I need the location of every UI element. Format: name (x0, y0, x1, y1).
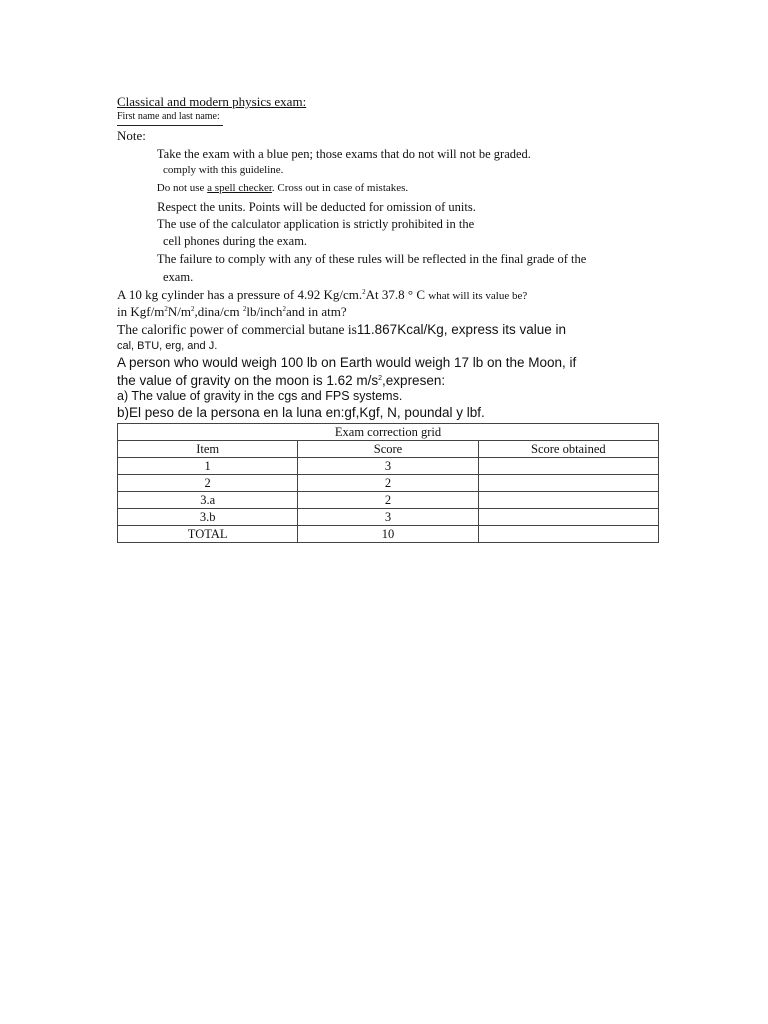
q3-text: the value of gravity on the moon is 1.62 m/s (117, 373, 379, 388)
table-row (118, 458, 659, 475)
q1-superscript: 2 (362, 288, 366, 296)
question-3-line-2 (117, 373, 445, 388)
correction-grid-table (117, 423, 659, 543)
q1-text: A 10 kg cylinder has a pressure of 4.92 Kg/cm. (117, 287, 363, 302)
cell-item: 3.a (118, 492, 298, 509)
q1-superscript: 2 (164, 305, 168, 313)
rule-text: Take the exam with a blue pen; those exams that do not will not be graded. (156, 147, 531, 161)
grid-title: Exam correction grid (118, 424, 659, 441)
q1-superscript: 2 (242, 305, 247, 313)
cell-score-obtained[interactable] (478, 458, 658, 475)
cell-score: 2 (298, 475, 478, 492)
rule-text: Respect the units. Points will be deducted for omission of units. (157, 200, 476, 214)
rule-text-underlined: a spell checker (207, 182, 272, 194)
name-underline (117, 125, 223, 126)
rule-continuation: cell phones during the exam. (163, 234, 308, 248)
question-3b: b)El peso de la persona en la luna en:gf,Kgf, N, poundal y lbf. (117, 405, 485, 420)
header-item: Item (118, 441, 298, 458)
table-row (118, 492, 659, 509)
question-2-line-1 (117, 322, 566, 338)
rule-item-blue-pen (141, 147, 531, 162)
question-3a: a) The value of gravity in the cgs and FPS systems. (117, 389, 403, 403)
table-row-total (118, 526, 659, 543)
cell-score: 2 (298, 492, 478, 509)
table-row (118, 475, 659, 492)
q1-text-temp: At 37.8 ° C (365, 287, 429, 302)
cell-score: 3 (298, 458, 478, 475)
cell-item: 1 (118, 458, 298, 475)
question-3-line-1: A person who would weigh 100 lb on Earth would weigh 17 lb on the Moon, if (117, 355, 577, 370)
question-2-line-2: cal, BTU, erg, and J. (117, 340, 218, 352)
rule-text-post: . Cross out in case of mistakes. (271, 182, 409, 194)
cell-score: 3 (298, 509, 478, 526)
exam-title: Classical and modern physics exam: (117, 94, 307, 109)
cell-item: 3.b (118, 509, 298, 526)
q3-superscript: 2 (378, 375, 383, 382)
cell-score-obtained[interactable] (478, 492, 658, 509)
cell-score-obtained[interactable] (478, 526, 658, 543)
question-1-line-2 (117, 304, 347, 320)
table-row (118, 509, 659, 526)
q3-text: ,expresen: (382, 373, 446, 388)
q2-text: The calorific power of commercial butane is (117, 322, 357, 337)
q1-superscript: 2 (190, 305, 195, 313)
header-score-obtained: Score obtained (478, 441, 658, 458)
cell-score: 10 (298, 526, 478, 543)
q1-superscript: 2 (282, 305, 286, 313)
note-label: Note: (117, 128, 146, 143)
q1-unit: lb/inch (246, 304, 283, 319)
q1-unit: N/m (167, 304, 191, 319)
rule-continuation: exam. (163, 270, 194, 284)
q1-unit: and in atm? (285, 304, 347, 319)
name-field-label: First name and last name: (117, 111, 220, 122)
header-score: Score (298, 441, 478, 458)
cell-score-obtained[interactable] (478, 475, 658, 492)
grid-title-row (118, 424, 659, 441)
cell-score-obtained[interactable] (478, 509, 658, 526)
question-1-line-1 (117, 287, 527, 303)
rule-item-units (141, 200, 476, 215)
grid-header-row (118, 441, 659, 458)
rule-continuation: comply with this guideline. (163, 164, 284, 176)
rule-item-spell-checker (141, 182, 408, 194)
q1-unit: in Kgf/m (117, 304, 165, 319)
q2-text-value: 11.867Kcal/Kg, express its value in (356, 322, 567, 337)
q1-unit: ,dina/cm (194, 304, 243, 319)
rule-item-calculator (141, 217, 474, 232)
rule-text-pre: Do not use (156, 182, 208, 194)
cell-item: 2 (118, 475, 298, 492)
rule-text: The failure to comply with any of these rules will be reflected in the final grade of the (156, 252, 587, 266)
rule-text: The use of the calculator application is strictly prohibited in the (156, 217, 475, 231)
q1-text-question: what will its value be? (428, 290, 528, 302)
rule-item-compliance (141, 252, 586, 267)
cell-item: TOTAL (118, 526, 298, 543)
